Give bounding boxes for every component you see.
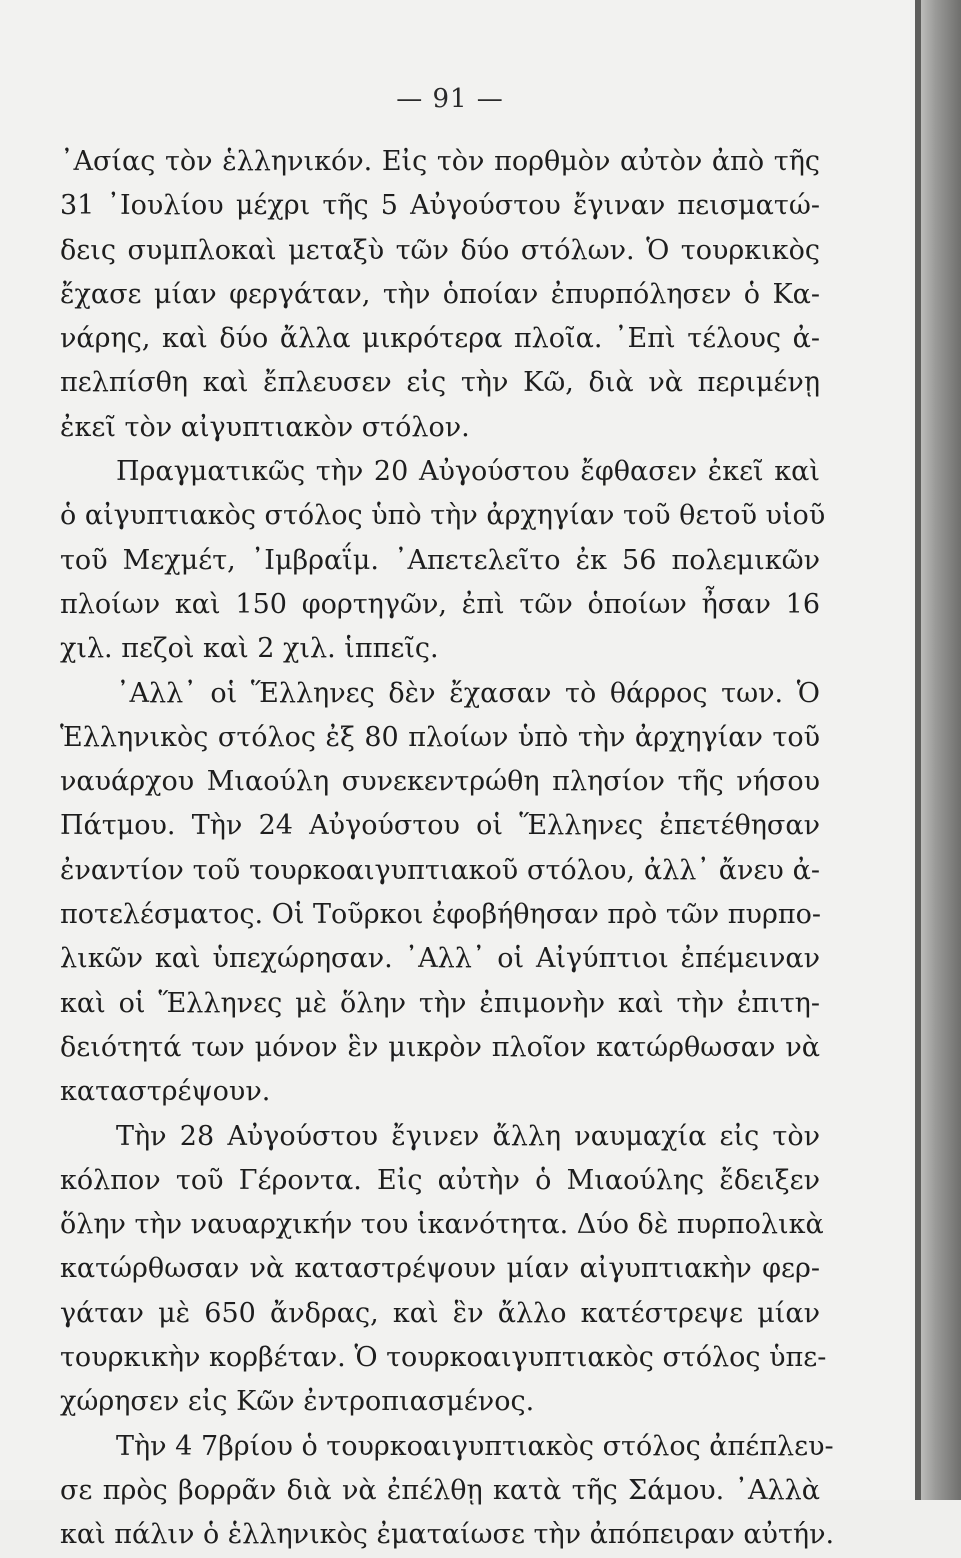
text-line: χώρησεν εἰς Κῶν ἐντροπιασμένος. (60, 1386, 535, 1418)
text-line: ἔχασε μίαν φεργάταν, τὴν ὁποίαν ἐπυρπόλησεν ὁ Κα- (60, 278, 820, 310)
text-line: ποτελέσματος. Οἱ Τοῦρκοι ἐφοβήθησαν πρὸ τῶν πυρπο- (60, 899, 821, 931)
text-line: ᾿Αλλ᾿ οἱ Ἕλληνες δὲν ἔχασαν τὸ θάρρος των. Ὁ (116, 677, 820, 709)
page-number: — 91 — (396, 84, 504, 114)
text-line: καὶ οἱ Ἕλληνες μὲ ὅλην τὴν ἐπιμονὴν καὶ τὴν ἐπιτη- (60, 987, 820, 1019)
text-line: κατώρθωσαν νὰ καταστρέψουν μίαν αἰγυπτιακὴν φερ- (60, 1253, 820, 1285)
text-line: Τὴν 4 7βρίου ὁ τουρκοαιγυπτιακὸς στόλος ἀπέπλευ- (116, 1430, 834, 1462)
text-line: ναυάρχου Μιαούλη συνεκεντρώθη πλησίον τῆς νήσου (60, 766, 820, 798)
text-line: πελπίσθη καὶ ἔπλευσεν εἰς τὴν Κῶ, διὰ νὰ περιμένῃ (60, 367, 820, 399)
text-line: σε πρὸς βορρᾶν διὰ νὰ ἐπέλθῃ κατὰ τῆς Σάμου. ᾿Αλλὰ (60, 1474, 820, 1506)
text-line: νάρης, καὶ δύο ἄλλα μικρότερα πλοῖα. ᾿Επὶ τέλους ἀ- (60, 323, 820, 355)
text-line: 31 ᾿Ιουλίου μέχρι τῆς 5 Αὐγούστου ἔγιναν πεισματώ- (60, 190, 820, 222)
text-line: ὁ αἰγυπτιακὸς στόλος ὑπὸ τὴν ἀρχηγίαν τοῦ θετοῦ υἱοῦ (60, 500, 826, 532)
text-line: δεις συμπλοκαὶ μεταξὺ τῶν δύο στόλων. Ὁ τουρκικὸς (60, 234, 820, 266)
text-line: Πάτμου. Τὴν 24 Αὐγούστου οἱ Ἕλληνες ἐπετέθησαν (60, 810, 820, 842)
text-line: ὅλην τὴν ναυαρχικήν του ἱκανότητα. Δύο δὲ πυρπολικὰ (60, 1209, 824, 1241)
text-line: καταστρέψουν. (60, 1076, 271, 1108)
text-line: Τὴν 28 Αὐγούστου ἔγινεν ἄλλη ναυμαχία εἰς τὸν (116, 1120, 820, 1152)
text-line: δειότητά των μόνον ἓν μικρὸν πλοῖον κατώρθωσαν νὰ (60, 1031, 820, 1063)
text-line: κόλπον τοῦ Γέροντα. Εἰς αὐτὴν ὁ Μιαούλης ἔδειξεν (60, 1164, 820, 1196)
text-line: Πραγματικῶς τὴν 20 Αὐγούστου ἔφθασεν ἐκεῖ καὶ (116, 456, 820, 488)
text-line: τοῦ Μεχμέτ, ᾿Ιμβραΐμ. ᾿Απετελεῖτο ἐκ 56 πολεμικῶν (60, 544, 820, 576)
text-line: πλοίων καὶ 150 φορτηγῶν, ἐπὶ τῶν ὁποίων ἦσαν 16 (60, 588, 820, 620)
text-line: λικῶν καὶ ὑπεχώρησαν. ᾿Αλλ᾿ οἱ Αἰγύπτιοι ἐπέμειναν (60, 943, 820, 975)
page-binding-edge (915, 0, 961, 1500)
text-line: ᾿Ασίας τὸν ἑλληνικόν. Εἰς τὸν πορθμὸν αὐτὸν ἀπὸ τῆς (60, 146, 820, 177)
text-line: γάταν μὲ 650 ἄνδρας, καὶ ἓν ἄλλο κατέστρεψε μίαν (60, 1297, 820, 1329)
text-line: ἐναντίον τοῦ τουρκοαιγυπτιακοῦ στόλου, ἀλλ᾿ ἄνευ ἀ- (60, 854, 820, 886)
text-line: τουρκικὴν κορβέταν. Ὁ τουρκοαιγυπτιακὸς στόλος ὑπε- (60, 1342, 827, 1374)
text-line: Ἑλληνικὸς στόλος ἐξ 80 πλοίων ὑπὸ τὴν ἀρχηγίαν τοῦ (60, 721, 820, 753)
text-line: χιλ. πεζοὶ καὶ 2 χιλ. ἱππεῖς. (60, 633, 439, 665)
body-text (60, 140, 835, 1558)
text-line: ἐκεῖ τὸν αἰγυπτιακὸν στόλον. (60, 411, 470, 443)
text-line: καὶ πάλιν ὁ ἑλληνικὸς ἐματαίωσε τὴν ἀπόπειραν αὐτήν. (60, 1519, 835, 1551)
